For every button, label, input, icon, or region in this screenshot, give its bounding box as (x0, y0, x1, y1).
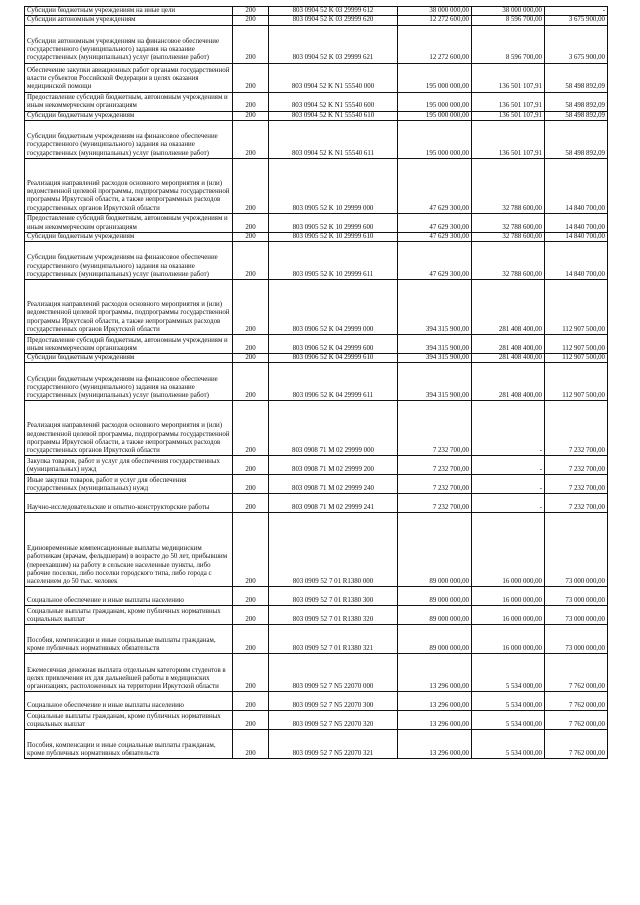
cell-executed-amount: 32 788 600,00 (472, 213, 545, 232)
cell-executed-amount: 8 596 700,00 (472, 25, 545, 63)
cell-unexecuted-amount: 14 840 700,00 (545, 232, 608, 241)
cell-executed-amount: 136 501 107,91 (472, 63, 545, 92)
cell-approved-amount: 195 000 000,00 (398, 63, 472, 92)
cell-approved-amount: 12 272 600,00 (398, 16, 472, 25)
cell-line-code: 200 (233, 111, 269, 120)
cell-name: Обеспечение закупки авиационных работ органами государственной власти субъектов Российской Федерации в целях оказания медицинской помощи (25, 63, 233, 92)
cell-approved-amount: 89 000 000,00 (398, 587, 472, 606)
cell-executed-amount: 136 501 107,91 (472, 120, 545, 158)
cell-classification-code: 803 0906 52 K 04 29999 611 (269, 363, 398, 401)
table-row (25, 120, 608, 158)
cell-approved-amount: 13 296 000,00 (398, 711, 472, 730)
cell-name: Субсидии автономным учреждениям на финансовое обеспечение государственного (муниципального) задания на оказание государственных (муниципальных) услуг (выполнение работ) (25, 25, 233, 63)
cell-classification-code: 803 0905 52 K 10 29999 610 (269, 232, 398, 241)
cell-line-code: 200 (233, 475, 269, 494)
cell-approved-amount: 394 315 900,00 (398, 335, 472, 354)
cell-classification-code: 803 0904 52 K N1 55540 000 (269, 63, 398, 92)
cell-executed-amount: - (472, 475, 545, 494)
cell-unexecuted-amount: 14 840 700,00 (545, 213, 608, 232)
cell-unexecuted-amount: 58 498 892,09 (545, 120, 608, 158)
cell-name: Предоставление субсидий бюджетным, автономным учреждениям и иным некоммерческим организациям (25, 335, 233, 354)
cell-classification-code: 803 0909 52 7 N5 22070 321 (269, 730, 398, 759)
cell-classification-code: 803 0904 52 K N1 55540 600 (269, 92, 398, 111)
cell-name: Социальное обеспечение и иные выплаты населению (25, 692, 233, 711)
cell-unexecuted-amount: 112 907 500,00 (545, 363, 608, 401)
cell-approved-amount: 47 629 300,00 (398, 242, 472, 280)
cell-classification-code: 803 0905 52 K 10 29999 600 (269, 213, 398, 232)
cell-approved-amount: 195 000 000,00 (398, 92, 472, 111)
cell-name: Социальные выплаты гражданам, кроме публичных нормативных социальных выплат (25, 711, 233, 730)
cell-executed-amount: 5 534 000,00 (472, 711, 545, 730)
cell-unexecuted-amount: 112 907 500,00 (545, 354, 608, 363)
cell-name: Ежемесячная денежная выплата отдельным категориям студентов в целях привлечения их для дальнейшей работы в медицинских организациях, расположенных на территории Иркутской области (25, 654, 233, 692)
cell-approved-amount: 12 272 600,00 (398, 25, 472, 63)
cell-classification-code: 803 0909 52 7 N5 22070 300 (269, 692, 398, 711)
cell-line-code: 200 (233, 120, 269, 158)
cell-unexecuted-amount: 7 232 700,00 (545, 475, 608, 494)
cell-approved-amount: 89 000 000,00 (398, 513, 472, 587)
cell-classification-code: 803 0909 52 7 01 R1380 300 (269, 587, 398, 606)
cell-executed-amount: 281 408 400,00 (472, 335, 545, 354)
cell-approved-amount: 7 232 700,00 (398, 456, 472, 475)
cell-classification-code: 803 0906 52 K 04 29999 610 (269, 354, 398, 363)
cell-classification-code: 803 0905 52 K 10 29999 000 (269, 158, 398, 213)
table-row (25, 111, 608, 120)
cell-executed-amount: 5 534 000,00 (472, 654, 545, 692)
table-row (25, 63, 608, 92)
cell-name: Субсидии бюджетным учреждениям на финансовое обеспечение государственного (муниципального) задания на оказание государственных (муниципальных) услуг (выполнение работ) (25, 363, 233, 401)
cell-approved-amount: 7 232 700,00 (398, 401, 472, 456)
cell-approved-amount: 394 315 900,00 (398, 354, 472, 363)
cell-unexecuted-amount: 73 000 000,00 (545, 513, 608, 587)
table-row (25, 7, 608, 16)
cell-approved-amount: 89 000 000,00 (398, 606, 472, 625)
cell-classification-code: 803 0908 71 M 02 29999 241 (269, 494, 398, 513)
table-row (25, 692, 608, 711)
cell-line-code: 200 (233, 711, 269, 730)
table-row (25, 242, 608, 280)
cell-executed-amount: 32 788 600,00 (472, 242, 545, 280)
cell-executed-amount: 16 000 000,00 (472, 587, 545, 606)
cell-unexecuted-amount: 7 232 700,00 (545, 401, 608, 456)
cell-approved-amount: 47 629 300,00 (398, 213, 472, 232)
cell-name: Субсидии бюджетным учреждениям на финансовое обеспечение государственного (муниципального) задания на оказание государственных (муниципальных) услуг (выполнение работ) (25, 120, 233, 158)
cell-line-code: 200 (233, 25, 269, 63)
cell-executed-amount: 16 000 000,00 (472, 606, 545, 625)
cell-name: Реализация направлений расходов основного мероприятия и (или) ведомственной целевой программы, подпрограммы государственной программы Иркутской области, а также непрограммных расходов государственных органов Иркутской области (25, 280, 233, 335)
table-row (25, 494, 608, 513)
cell-classification-code: 803 0904 52 K 03 29999 621 (269, 25, 398, 63)
cell-approved-amount: 195 000 000,00 (398, 111, 472, 120)
cell-classification-code: 803 0908 71 M 02 29999 200 (269, 456, 398, 475)
cell-classification-code: 803 0909 52 7 01 R1380 320 (269, 606, 398, 625)
cell-executed-amount: 136 501 107,91 (472, 92, 545, 111)
cell-line-code: 200 (233, 63, 269, 92)
cell-classification-code: 803 0908 71 M 02 29999 240 (269, 475, 398, 494)
cell-unexecuted-amount: 7 762 000,00 (545, 692, 608, 711)
cell-approved-amount: 394 315 900,00 (398, 363, 472, 401)
cell-unexecuted-amount: 7 762 000,00 (545, 711, 608, 730)
cell-executed-amount: 32 788 600,00 (472, 232, 545, 241)
table-row (25, 606, 608, 625)
cell-line-code: 200 (233, 354, 269, 363)
cell-name: Закупка товаров, работ и услуг для обеспечения государственных (муниципальных) нужд (25, 456, 233, 475)
table-row (25, 513, 608, 587)
cell-name: Научно-исследовательские и опытно-конструкторские работы (25, 494, 233, 513)
cell-name: Иные закупки товаров, работ и услуг для обеспечения государственных (муниципальных) нужд (25, 475, 233, 494)
table-row (25, 335, 608, 354)
cell-approved-amount: 47 629 300,00 (398, 158, 472, 213)
cell-line-code: 200 (233, 280, 269, 335)
cell-approved-amount: 13 296 000,00 (398, 692, 472, 711)
cell-name: Социальное обеспечение и иные выплаты населению (25, 587, 233, 606)
cell-executed-amount: 32 788 600,00 (472, 158, 545, 213)
cell-classification-code: 803 0906 52 K 04 29999 000 (269, 280, 398, 335)
cell-unexecuted-amount: 14 840 700,00 (545, 158, 608, 213)
table-row (25, 711, 608, 730)
table-row (25, 456, 608, 475)
cell-executed-amount: 38 000 000,00 (472, 7, 545, 16)
cell-line-code: 200 (233, 494, 269, 513)
table-row (25, 232, 608, 241)
cell-name: Социальные выплаты гражданам, кроме публичных нормативных социальных выплат (25, 606, 233, 625)
cell-classification-code: 803 0908 71 M 02 29999 000 (269, 401, 398, 456)
table-row (25, 625, 608, 654)
cell-executed-amount: 136 501 107,91 (472, 111, 545, 120)
cell-classification-code: 803 0909 52 7 N5 22070 000 (269, 654, 398, 692)
cell-unexecuted-amount: 7 762 000,00 (545, 654, 608, 692)
table-row (25, 363, 608, 401)
cell-approved-amount: 7 232 700,00 (398, 475, 472, 494)
cell-executed-amount: - (472, 494, 545, 513)
cell-line-code: 200 (233, 730, 269, 759)
cell-name: Предоставление субсидий бюджетным, автономным учреждениям и иным некоммерческим организациям (25, 213, 233, 232)
cell-unexecuted-amount: 112 907 500,00 (545, 335, 608, 354)
cell-executed-amount: 16 000 000,00 (472, 513, 545, 587)
table-row (25, 280, 608, 335)
cell-name: Субсидии бюджетным учреждениям на финансовое обеспечение государственного (муниципального) задания на оказание государственных (муниципальных) услуг (выполнение работ) (25, 242, 233, 280)
cell-line-code: 200 (233, 335, 269, 354)
cell-unexecuted-amount: - (545, 7, 608, 16)
cell-line-code: 200 (233, 625, 269, 654)
cell-classification-code: 803 0909 52 7 01 R1380 321 (269, 625, 398, 654)
cell-unexecuted-amount: 58 498 892,09 (545, 63, 608, 92)
cell-line-code: 200 (233, 232, 269, 241)
table-body (25, 7, 608, 759)
table-row (25, 158, 608, 213)
cell-line-code: 200 (233, 16, 269, 25)
table-row (25, 25, 608, 63)
cell-name: Предоставление субсидий бюджетным, автономным учреждениям и иным некоммерческим организациям (25, 92, 233, 111)
cell-executed-amount: 281 408 400,00 (472, 280, 545, 335)
table-row (25, 16, 608, 25)
cell-executed-amount: 5 534 000,00 (472, 730, 545, 759)
cell-unexecuted-amount: 14 840 700,00 (545, 242, 608, 280)
cell-executed-amount: - (472, 401, 545, 456)
cell-line-code: 200 (233, 213, 269, 232)
cell-unexecuted-amount: 3 675 900,00 (545, 16, 608, 25)
table-row (25, 213, 608, 232)
cell-name: Пособия, компенсации и иные социальные выплаты гражданам, кроме публичных нормативных обязательств (25, 625, 233, 654)
cell-classification-code: 803 0904 52 K 03 29999 620 (269, 16, 398, 25)
cell-unexecuted-amount: 7 762 000,00 (545, 730, 608, 759)
cell-unexecuted-amount: 73 000 000,00 (545, 587, 608, 606)
cell-name: Субсидии бюджетным учреждениям (25, 354, 233, 363)
cell-unexecuted-amount: 7 232 700,00 (545, 494, 608, 513)
cell-classification-code: 803 0904 52 K N1 55540 610 (269, 111, 398, 120)
budget-execution-table (24, 6, 608, 759)
table-row (25, 475, 608, 494)
cell-line-code: 200 (233, 606, 269, 625)
table-row (25, 654, 608, 692)
cell-executed-amount: - (472, 456, 545, 475)
cell-unexecuted-amount: 73 000 000,00 (545, 606, 608, 625)
cell-classification-code: 803 0906 52 K 04 29999 600 (269, 335, 398, 354)
cell-line-code: 200 (233, 242, 269, 280)
cell-approved-amount: 7 232 700,00 (398, 494, 472, 513)
cell-unexecuted-amount: 112 907 500,00 (545, 280, 608, 335)
cell-executed-amount: 8 596 700,00 (472, 16, 545, 25)
cell-approved-amount: 13 296 000,00 (398, 654, 472, 692)
cell-name: Субсидии автономным учреждениям (25, 16, 233, 25)
cell-approved-amount: 89 000 000,00 (398, 625, 472, 654)
cell-approved-amount: 13 296 000,00 (398, 730, 472, 759)
cell-line-code: 200 (233, 7, 269, 16)
cell-line-code: 200 (233, 456, 269, 475)
table-row (25, 354, 608, 363)
cell-classification-code: 803 0909 52 7 N5 22070 320 (269, 711, 398, 730)
cell-classification-code: 803 0904 52 K 03 29999 612 (269, 7, 398, 16)
cell-unexecuted-amount: 73 000 000,00 (545, 625, 608, 654)
cell-line-code: 200 (233, 587, 269, 606)
cell-name: Субсидии бюджетным учреждениям (25, 111, 233, 120)
cell-unexecuted-amount: 58 498 892,09 (545, 111, 608, 120)
cell-executed-amount: 281 408 400,00 (472, 363, 545, 401)
cell-unexecuted-amount: 58 498 892,09 (545, 92, 608, 111)
cell-executed-amount: 281 408 400,00 (472, 354, 545, 363)
cell-line-code: 200 (233, 654, 269, 692)
cell-name: Единовременные компенсационные выплаты медицинским работникам (врачам, фельдшерам) в возрасте до 50 лет, прибывшим (переехавшим) на работу в сельские населенные пункты, либо рабочие поселки, либо поселки городского типа, либо города с населением до 50 тыс. человек (25, 513, 233, 587)
table-row (25, 401, 608, 456)
cell-approved-amount: 38 000 000,00 (398, 7, 472, 16)
cell-line-code: 200 (233, 692, 269, 711)
cell-name: Реализация направлений расходов основного мероприятия и (или) ведомственной целевой программы, подпрограммы государственной программы Иркутской области, а также непрограммных расходов государственных органов Иркутской области (25, 401, 233, 456)
cell-line-code: 200 (233, 92, 269, 111)
cell-name: Пособия, компенсации и иные социальные выплаты гражданам, кроме публичных нормативных обязательств (25, 730, 233, 759)
cell-name: Реализация направлений расходов основного мероприятия и (или) ведомственной целевой программы, подпрограммы государственной программы Иркутской области, а также непрограммных расходов государственных органов Иркутской области (25, 158, 233, 213)
cell-classification-code: 803 0909 52 7 01 R1380 000 (269, 513, 398, 587)
cell-name: Субсидии бюджетным учреждениям (25, 232, 233, 241)
table-row (25, 730, 608, 759)
cell-approved-amount: 47 629 300,00 (398, 232, 472, 241)
cell-line-code: 200 (233, 363, 269, 401)
cell-line-code: 200 (233, 401, 269, 456)
cell-unexecuted-amount: 3 675 900,00 (545, 25, 608, 63)
table-row (25, 92, 608, 111)
table-row (25, 587, 608, 606)
cell-line-code: 200 (233, 158, 269, 213)
cell-unexecuted-amount: 7 232 700,00 (545, 456, 608, 475)
cell-line-code: 200 (233, 513, 269, 587)
cell-classification-code: 803 0905 52 K 10 29999 611 (269, 242, 398, 280)
cell-executed-amount: 5 534 000,00 (472, 692, 545, 711)
cell-name: Субсидии бюджетным учреждениям на иные цели (25, 7, 233, 16)
cell-approved-amount: 195 000 000,00 (398, 120, 472, 158)
cell-executed-amount: 16 000 000,00 (472, 625, 545, 654)
cell-approved-amount: 394 315 900,00 (398, 280, 472, 335)
cell-classification-code: 803 0904 52 K N1 55540 611 (269, 120, 398, 158)
